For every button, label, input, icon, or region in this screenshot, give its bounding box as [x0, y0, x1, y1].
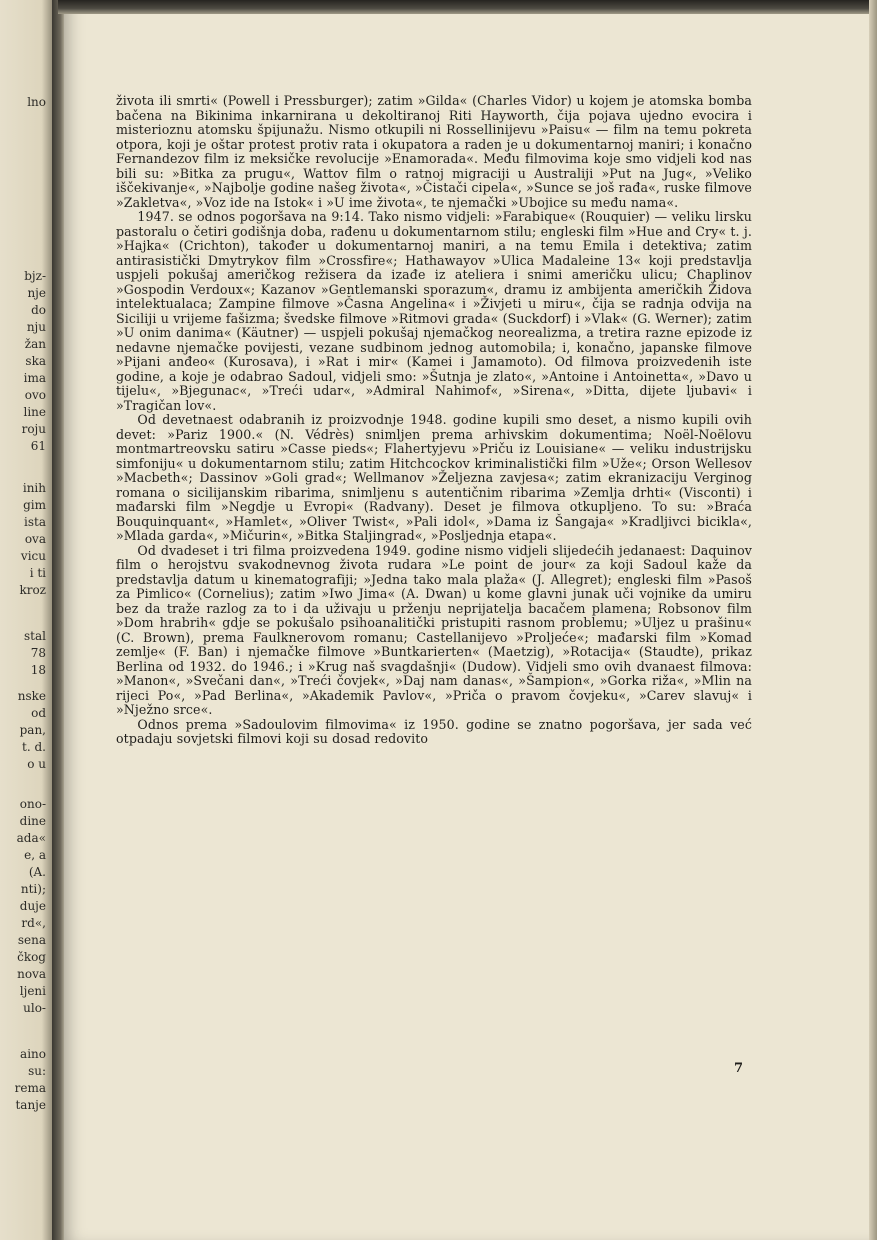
- facing-page-fragment: nju: [26, 320, 46, 334]
- facing-page-fragment: od: [31, 706, 46, 720]
- facing-page-fragment: su:: [28, 1064, 46, 1078]
- facing-page-fragment: ista: [24, 515, 46, 529]
- facing-page-fragment: t. d.: [22, 740, 46, 754]
- body-text: [116, 94, 752, 747]
- facing-page-fragment: inih: [22, 481, 46, 495]
- facing-page-fragment: žan: [24, 337, 46, 351]
- facing-page-fragment: nske: [17, 689, 46, 703]
- facing-page-fragment: duje: [19, 899, 46, 913]
- facing-page-fragment: ima: [23, 371, 46, 385]
- facing-page-fragment: pan,: [19, 723, 46, 737]
- facing-page-fragment: gim: [23, 498, 46, 512]
- paragraph: Odnos prema »Sadoulovim filmovima« iz 1950. godine se znatno pogoršava, jer sada već otpadaju sovjetski filmovi koji su dosad redovito: [116, 716, 752, 746]
- facing-page-fragment: line: [23, 405, 46, 419]
- facing-page-fragment: aino: [20, 1047, 46, 1061]
- facing-page-fragment: rema: [14, 1081, 46, 1095]
- facing-page-fragment: 18: [30, 663, 46, 677]
- facing-page-fragment: ulo-: [23, 1001, 46, 1015]
- facing-page-fragment: e, a: [24, 848, 46, 862]
- facing-page-fragment: dine: [19, 814, 46, 828]
- facing-page-fragment: do: [31, 303, 46, 317]
- facing-page-fragment: rd«,: [21, 916, 46, 930]
- facing-page-fragment: nje: [27, 286, 46, 300]
- facing-page-fragment: ova: [24, 532, 46, 546]
- facing-page-fragment: o u: [27, 757, 46, 771]
- facing-page-fragment: vicu: [20, 549, 46, 563]
- facing-page-fragment: 78: [30, 646, 46, 660]
- facing-page-fragment: tanje: [15, 1098, 46, 1112]
- scan-top-shadow: [58, 0, 877, 14]
- facing-page-fragment: ljeni: [19, 984, 46, 998]
- paragraph: Od dvadeset i tri filma proizvedena 1949. godine nismo vidjeli slijedećih jedanaest: Daquinov film o herojstvu svakodnevnog života rudara »Le point de jour« za koji Sadoul kaže da predstavlja datum u kinematografiji; »Jedna tako mala plaža« (J. Allegret); engleski film »Pasoš za Pimlico« (Cornelius); zatim »Iwo Jima« (A. Dwan) u kome glavni junak uči vojnike da umiru bez da traže razlog za to i da uživaju u prženju neprijatelja bacačem plamena; Robsonov film »Dom hrabrih« gdje se pokušalo psihoanalitički pristupiti rasnom problemu; »Uljez u prašinu« (C. Brown), prema Faulknerovom romanu; Castellanijevo »Proljeće«; mađarski film »Komad zemlje« (F. Ban) i njemačke filmove »Buntkarierten« (Maetzig), »Rotacija« (Staudte), prikaz Berlina od 1932. do 1946.; i »Krug naš svagdašnji« (Dudow). Vidjeli smo ovih dvanaest filmova: »Manon«, »Svečani dan«, »Treći čovjek«, »Daj nam danas«, »Šampion«, »Gorka riža«, »Mlin na rijeci Po«, »Pad Berlina«, »Akademik Pavlov«, »Priča o pravom čovjeku«, »Carev slavuj« i »Nježno srce«.: [116, 542, 752, 717]
- facing-page-fragment: čkog: [17, 950, 46, 964]
- facing-page-fragment: nova: [17, 967, 46, 981]
- paragraph: Od devetnaest odabranih iz proizvodnje 1948. godine kupili smo deset, a nismo kupili ovih devet: »Pariz 1900.« (N. Védrès) snimljen prema arhivskim dokumentima; Noël-Noëlovu montmartreovsku satiru »Casse pieds«; Flahertyjevu »Priču iz Louisiane« — veliku industrijsku simfoniju« u dokumentarnom stilu; zatim Hitchcockov kriminalistički film »Uže«; Orson Wellesov »Macbeth«; Dassinov »Goli grad«; Wellmanov »Željezna zavjesa«; zatim ekranizaciju Verginog romana o sicilijanskim ribarima, snimljenu s autentičnim ribarima »Zemlja drhti« (Visconti) i mađarski film »Negdje u Evropi« (Radvany). Deset je filmova otkupljeno. To su: »Braća Bouquinquant«, »Hamlet«, »Oliver Twist«, »Pali idol«, »Dama iz Šangaja« »Kradljivci bicikla«, »Mlada garda«, »Mičurin«, »Bitka Staljingrad«, »Posljednja etapa«.: [116, 412, 752, 543]
- facing-page-fragment: nti);: [20, 882, 46, 896]
- page-right-edge: [869, 0, 877, 1240]
- left-page-edge: [0, 0, 52, 1240]
- facing-page-fragment: bjz-: [24, 269, 46, 283]
- facing-page-fragment: 61: [30, 439, 46, 453]
- facing-page-fragment: ada«: [16, 831, 46, 845]
- facing-page-fragment: kroz: [19, 583, 46, 597]
- facing-page-fragment: ovo: [24, 388, 46, 402]
- facing-page-fragment: ska: [25, 354, 46, 368]
- facing-page-fragment: (A.: [28, 865, 46, 879]
- paragraph: života ili smrti« (Powell i Pressburger); zatim »Gilda« (Charles Vidor) u kojem je atomska bomba bačena na Bikinima inkarnirana u dekoltiranoj Riti Hayworth, čija pojava ujedno evocira i misterioznu atomsku špijunažu. Nismo otkupili ni Rossellinijevu »Paisu« — film na temu pokreta otpora, koji je oštar protest protiv rata i okupatora a raden je u dokumentarnoj maniri; i konačno Fernandezov film iz meksičke revolucije »Enamorada«. Među filmovima koje smo vidjeli kod nas bili su: »Bitka za prugu«, Wattov film o ratnoj migraciji u Australiji »Put na Jug«, »Veliko iščekivanje«, »Najbolje godine našeg života«, »Čistači cipela«, »Sunce se još rađa«, ruske filmove »Zakletva«, »Voz ide na Istok« i »U ime života«, te njemački »Ubojice su među nama«.: [116, 93, 752, 210]
- paragraph: 1947. se odnos pogoršava na 9:14. Tako nismo vidjeli: »Farabique« (Rouquier) — veliku lirsku pastoralu o četiri godišnja doba, rađenu u dokumentarnom stilu; engleski film »Hue and Cry« t. j. »Hajka« (Crichton), također u dokumentarnoj maniri, a na temu Emila i detektiva; zatim antirasistički Dmytrykov film »Crossfire«; Hathawayov »Ulica Madaleine 13« koji predstavlja uspjeli pokušaj američkog režisera da izađe iz ateliera i snimi američku ulicu; Chaplinov »Gospodin Verdoux«; Kazanov »Gentlemanski sporazum«, dramu iz ambijenta američkih Židova intelektualaca; Zampine filmove »Časna Angelina« i »Živjeti u miru«, čija se radnja odvija na Siciliji u vrijeme fašizma; švedske filmove »Ritmovi grada« (Suckdorf) i »Vlak« (G. Werner); zatim »U onim danima« (Käutner) — uspjeli pokušaj njemačkog neorealizma, a tretira razne epizode iz nedavne njemačke povijesti, vezane sudbinom jednog automobila; i, konačno, japanske filmove »Pijani anđeo« (Kurosava), i »Rat i mir« (Kamei i Jamamoto). Od filmova proizvedenih iste godine, a koje je odabrao Sadoul, vidjeli smo: »Šutnja je zlato«, »Antoine i Antoinetta«, »Davo u tijelu«, »Bjegunac«, »Treći udar«, »Admiral Nahimof«, »Sirena«, »Ditta, dijete ljubavi« i »Tragičan lov«.: [116, 209, 752, 413]
- facing-page-fragment: ono-: [19, 797, 46, 811]
- facing-page-fragment: i ti: [29, 566, 46, 580]
- facing-page-fragment: stal: [24, 629, 46, 643]
- page-number: 7: [734, 1061, 744, 1076]
- facing-page-fragment: roju: [21, 422, 46, 436]
- facing-page-fragment: sena: [17, 933, 46, 947]
- facing-page-fragment: lno: [27, 95, 46, 109]
